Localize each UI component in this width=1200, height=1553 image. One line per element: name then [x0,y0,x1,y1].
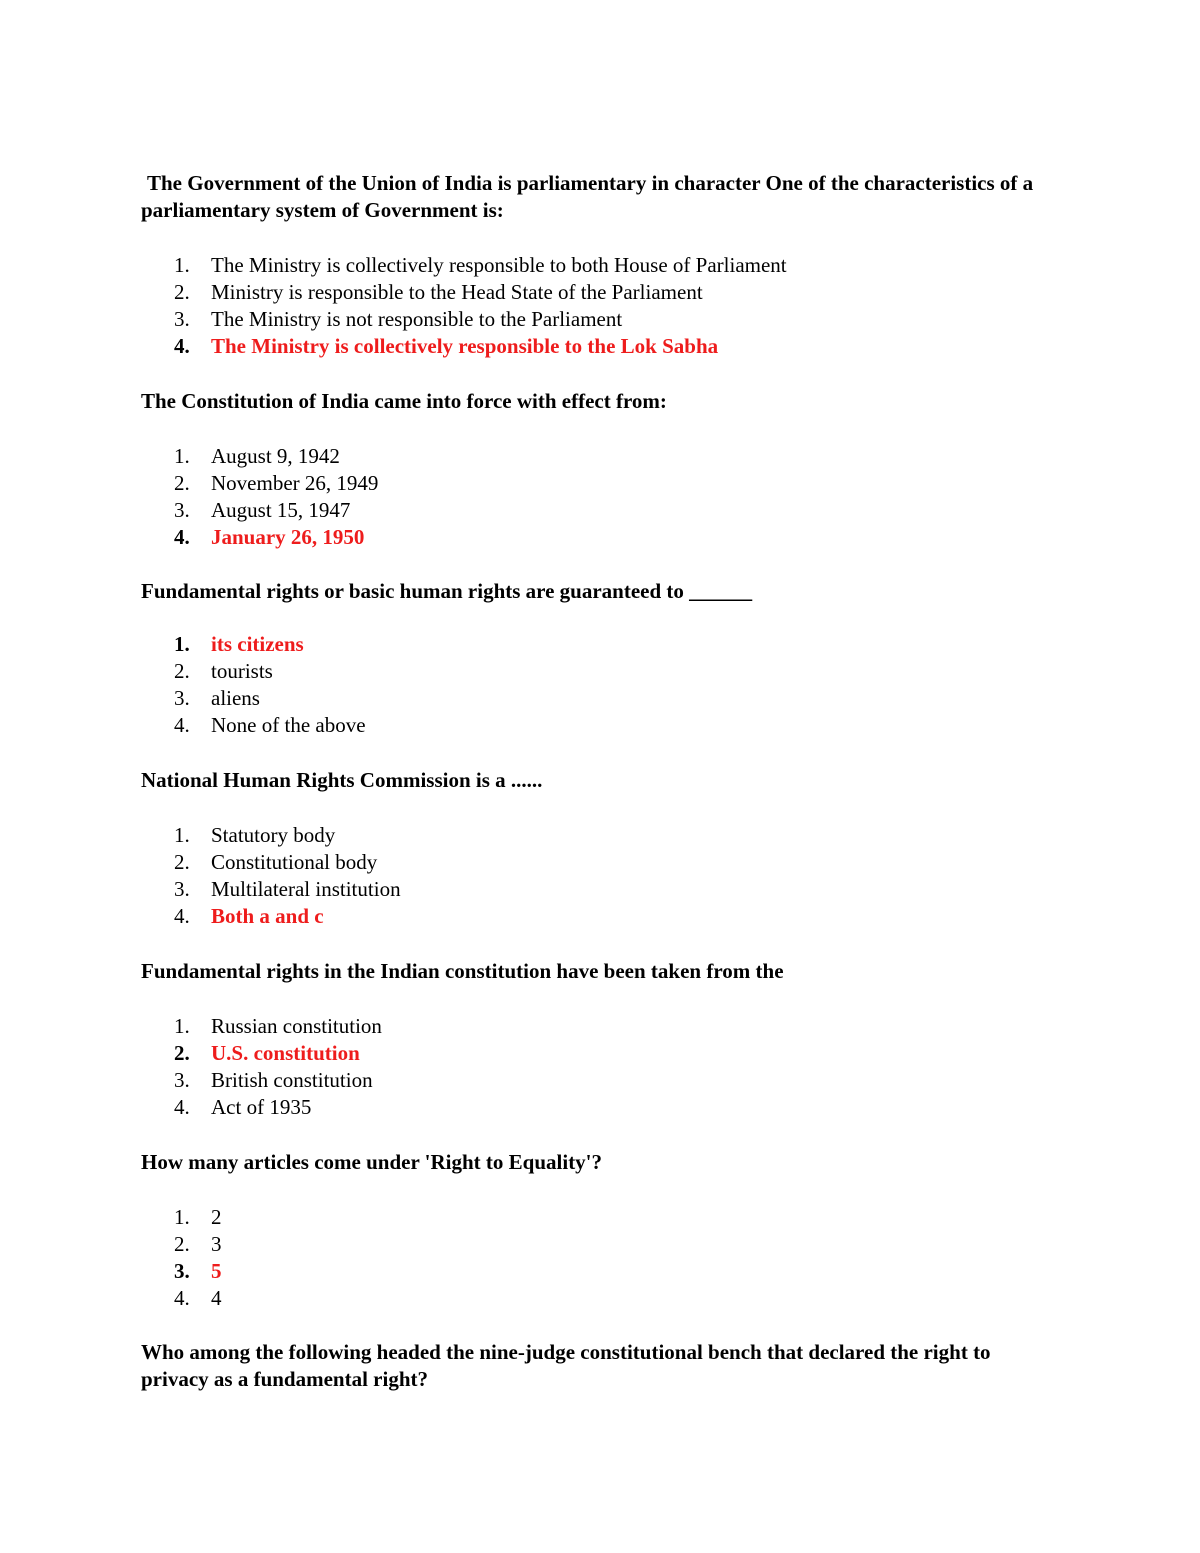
option-number: 4. [174,1095,190,1119]
answer-option [141,685,1041,712]
option-number: 3. [174,307,190,331]
answer-option [141,1067,1041,1094]
option-text: Both a and c [211,904,324,928]
answer-option [141,497,1041,524]
option-number: 3. [174,1259,190,1283]
correct-answer-option [141,333,1041,360]
question-block-4 [141,767,1041,930]
correct-answer-option [141,1258,1041,1285]
option-number: 2. [174,659,190,683]
question-block-3 [141,578,1041,739]
correct-answer-option [141,631,1041,658]
option-text: 5 [211,1259,222,1283]
answer-option [141,822,1041,849]
option-number: 1. [174,1205,190,1229]
correct-answer-option [141,524,1041,551]
option-number: 3. [174,877,190,901]
answer-option [141,470,1041,497]
question-text: How many articles come under 'Right to Equality'? [141,1150,603,1174]
option-number: 2. [174,1041,190,1065]
option-text: its citizens [211,632,304,656]
option-text: tourists [211,659,273,683]
question-block-7 [141,1339,1021,1393]
option-number: 4. [174,525,190,549]
correct-answer-option [141,1040,1041,1067]
option-number: 2. [174,471,190,495]
option-text: January 26, 1950 [211,525,365,549]
question-block-6 [141,1149,1041,1312]
option-text: None of the above [211,713,366,737]
answer-option [141,1013,1041,1040]
option-text: Constitutional body [211,850,378,874]
answer-options [141,1204,1041,1312]
option-number: 4. [174,1286,190,1310]
question-block-2 [141,388,1041,551]
option-number: 1. [174,253,190,277]
option-number: 2. [174,280,190,304]
option-text: Act of 1935 [211,1095,312,1119]
option-text: August 15, 1947 [211,498,351,522]
question-block-1 [141,170,1041,360]
option-text: The Ministry is not responsible to the Parliament [211,307,623,331]
option-number: 3. [174,498,190,522]
question-text: The Constitution of India came into force with effect from: [141,389,667,413]
option-number: 2. [174,850,190,874]
option-text: aliens [211,686,260,710]
answer-option [141,306,1041,333]
option-number: 4. [174,334,190,358]
option-text: Statutory body [211,823,336,847]
option-text: Multilateral institution [211,877,401,901]
option-number: 3. [174,686,190,710]
option-number: 1. [174,632,190,656]
answer-option [141,252,1041,279]
answer-option [141,712,1041,739]
question-text: Who among the following headed the nine-judge constitutional bench that declared the right to privacy as a fundamental right? [141,1340,991,1391]
answer-options [141,252,1041,360]
answer-option [141,658,1041,685]
option-text: The Ministry is collectively responsible to both House of Parliament [211,253,787,277]
option-text: 4 [211,1286,222,1310]
answer-option [141,849,1041,876]
option-number: 1. [174,1014,190,1038]
question-block-5 [141,958,1041,1121]
answer-options [141,443,1041,551]
question-text: Fundamental rights or basic human rights are guaranteed to ______ [141,579,753,603]
option-text: November 26, 1949 [211,471,379,495]
option-number: 3. [174,1068,190,1092]
option-text: U.S. constitution [211,1041,360,1065]
option-text: The Ministry is collectively responsible to the Lok Sabha [211,334,719,358]
option-text: 2 [211,1205,222,1229]
answer-option [141,1231,1041,1258]
question-text: National Human Rights Commission is a ...... [141,768,543,792]
option-number: 4. [174,713,190,737]
answer-option [141,1094,1041,1121]
option-number: 1. [174,823,190,847]
option-text: British constitution [211,1068,373,1092]
question-text: Fundamental rights in the Indian constitution have been taken from the [141,959,784,983]
option-number: 1. [174,444,190,468]
option-text: August 9, 1942 [211,444,340,468]
answer-options [141,631,1041,739]
option-number: 4. [174,904,190,928]
answer-option [141,876,1041,903]
option-text: Russian constitution [211,1014,382,1038]
answer-option [141,443,1041,470]
answer-option [141,279,1041,306]
answer-options [141,822,1041,930]
answer-option [141,1285,1041,1312]
correct-answer-option [141,903,1041,930]
option-text: 3 [211,1232,222,1256]
answer-options [141,1013,1041,1121]
option-text: Ministry is responsible to the Head State of the Parliament [211,280,703,304]
option-number: 2. [174,1232,190,1256]
question-text: The Government of the Union of India is parliamentary in character One of the characteristics of a parliamentary system of Government is: [141,171,1034,222]
answer-option [141,1204,1041,1231]
